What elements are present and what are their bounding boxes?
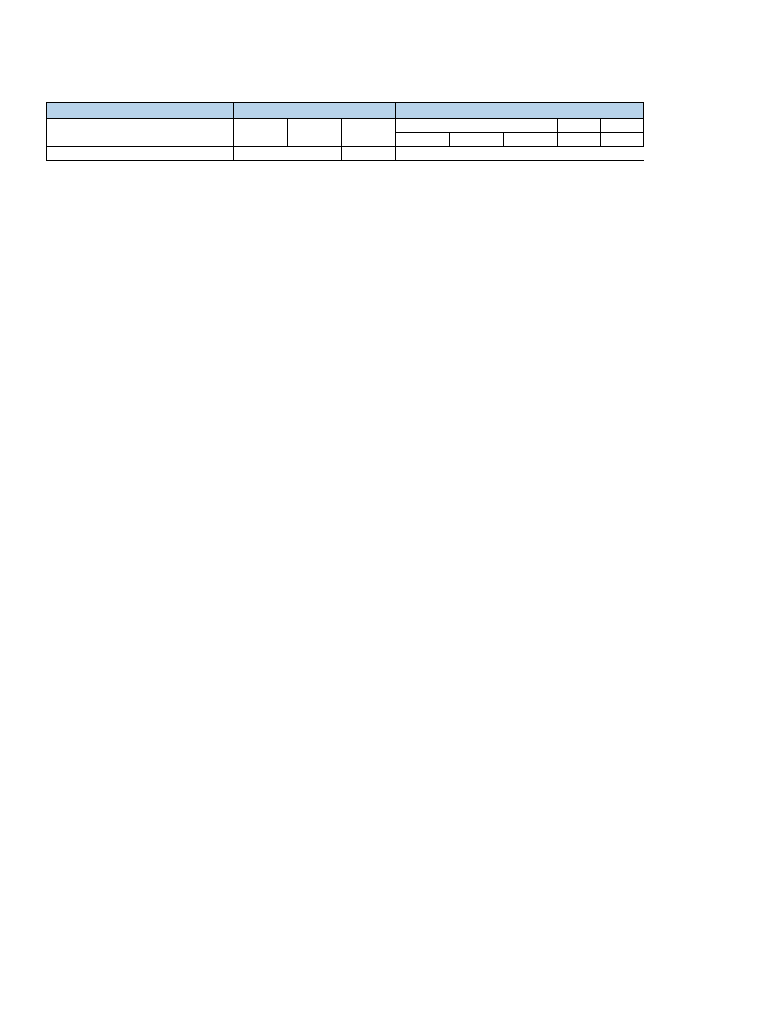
empty-cell (288, 147, 342, 161)
empty-cell (234, 147, 288, 161)
header-altura-sym (288, 133, 342, 147)
header-unidades (396, 103, 644, 119)
header-ladrillos (558, 133, 601, 147)
header-area (342, 119, 396, 133)
header-elemento (47, 103, 234, 119)
header-area-unit (342, 133, 396, 147)
header-dimensiones (396, 119, 558, 133)
header-denominacion (47, 133, 234, 147)
section1-area-total (342, 147, 396, 161)
header-total-unit (601, 133, 644, 147)
header-l-m (396, 133, 450, 147)
header-largo-sym (234, 133, 288, 147)
brick-quantity-table (46, 102, 644, 161)
header-total (601, 119, 644, 133)
header-altura (288, 119, 342, 133)
empty-cell (396, 147, 644, 161)
header-area-muro (234, 103, 396, 119)
header-h-m (504, 133, 558, 147)
header-largo (234, 119, 288, 133)
header-und (558, 119, 601, 133)
header-empty (47, 119, 234, 133)
section1-title (47, 147, 234, 161)
header-a-m (450, 133, 504, 147)
